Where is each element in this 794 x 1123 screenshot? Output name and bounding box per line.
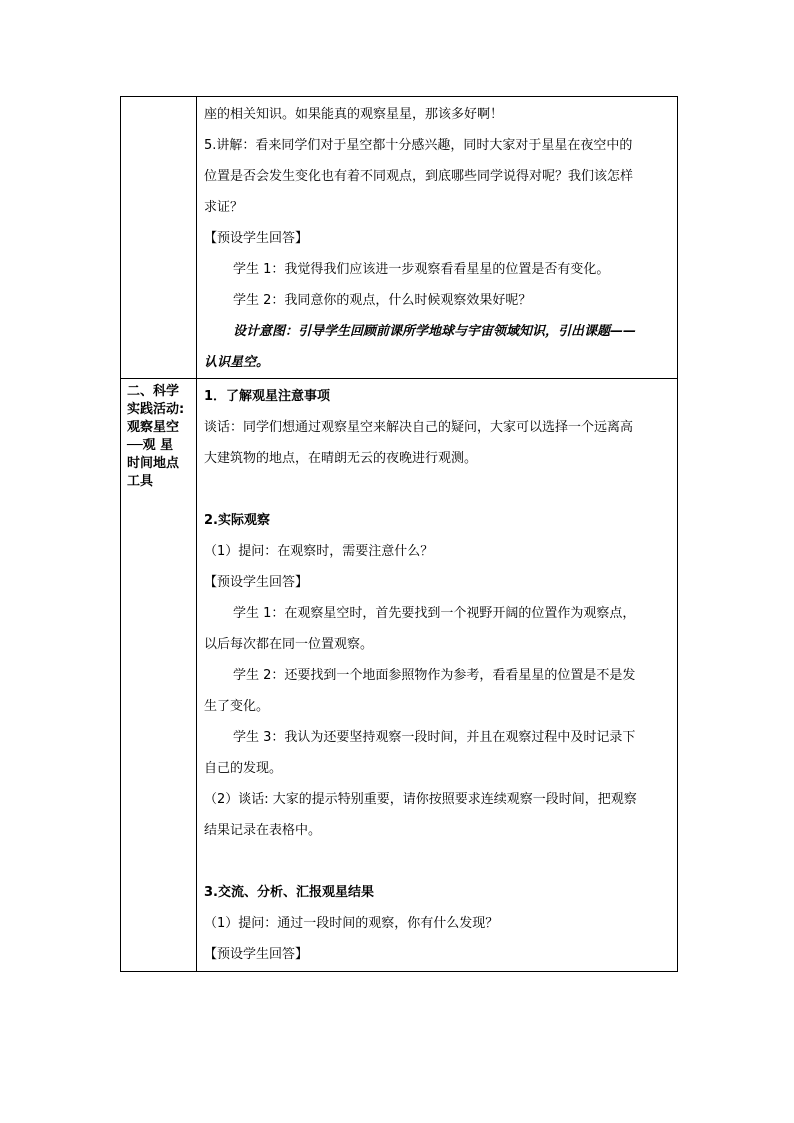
student-answer: 学生 3：我认为还要坚持观察一段时间，并且在观察过程中及时记录下 [233, 730, 636, 745]
text-line: 座的相关知识。如果能真的观察星星，那该多好啊！ [204, 107, 504, 122]
design-intent: 设计意图：引导学生回顾前课所学地球与宇宙领域知识，引出课题—— [233, 324, 637, 339]
text-line: 5.讲解：看来同学们对于星空都十分感兴趣，同时大家对于星星在夜空中的 [204, 138, 633, 153]
student-answer-cont: 以后每次都在同一位置观察。 [204, 637, 374, 652]
content-cell [197, 379, 678, 972]
text-line: 大建筑物的地点，在晴朗无云的夜晚进行观测。 [204, 451, 478, 466]
section-label-cell [121, 379, 197, 972]
preset-answer-label: 【预设学生回答】 [204, 947, 309, 962]
text-line: 结果记录在表格中。 [204, 823, 322, 838]
content-cell [197, 97, 678, 379]
preset-answer-label: 【预设学生回答】 [204, 575, 309, 590]
student-answer: 学生 2：我同意你的观点，什么时候观察效果好呢？ [233, 293, 532, 308]
section-label-cell-empty [121, 97, 197, 379]
design-intent-cont: 认识星空。 [204, 355, 270, 370]
student-answer: 学生 2：还要找到一个地面参照物作为参考，看看星星的位置是不是发 [233, 668, 636, 683]
lesson-plan-table [120, 96, 678, 972]
text-line: （1）提问：在观察时，需要注意什么？ [204, 544, 434, 559]
section-heading: 1．了解观星注意事项 [204, 389, 331, 404]
text-line: 求证？ [204, 200, 244, 215]
text-line: 谈话：同学们想通过观察星空来解决自己的疑问，大家可以选择一个远离高 [204, 420, 634, 435]
student-answer: 学生 1：在观察星空时，首先要找到一个视野开阔的位置作为观察点， [233, 606, 636, 621]
text-line: （1）提问：通过一段时间的观察，你有什么发现？ [204, 916, 499, 931]
section-heading: 3.交流、分析、汇报观星结果 [204, 885, 374, 900]
text-line: （2）谈话: 大家的提示特别重要，请你按照要求连续观察一段时间，把观察 [204, 792, 637, 807]
preset-answer-label: 【预设学生回答】 [204, 231, 309, 246]
text-line: 位置是否会发生变化也有着不同观点，到底哪些同学说得对呢？我们该怎样 [204, 169, 634, 184]
table-row [121, 97, 678, 379]
student-answer: 学生 1：我觉得我们应该进一步观察看看星星的位置是否有变化。 [233, 262, 610, 277]
section-heading: 2.实际观察 [204, 513, 270, 528]
student-answer-cont: 自己的发现。 [204, 761, 283, 776]
table-row [121, 379, 678, 972]
section-label: 二、科学 实践活动: 观察星空 ──观 星 时间地点 工具 [127, 384, 185, 489]
student-answer-cont: 生了变化。 [204, 699, 270, 714]
